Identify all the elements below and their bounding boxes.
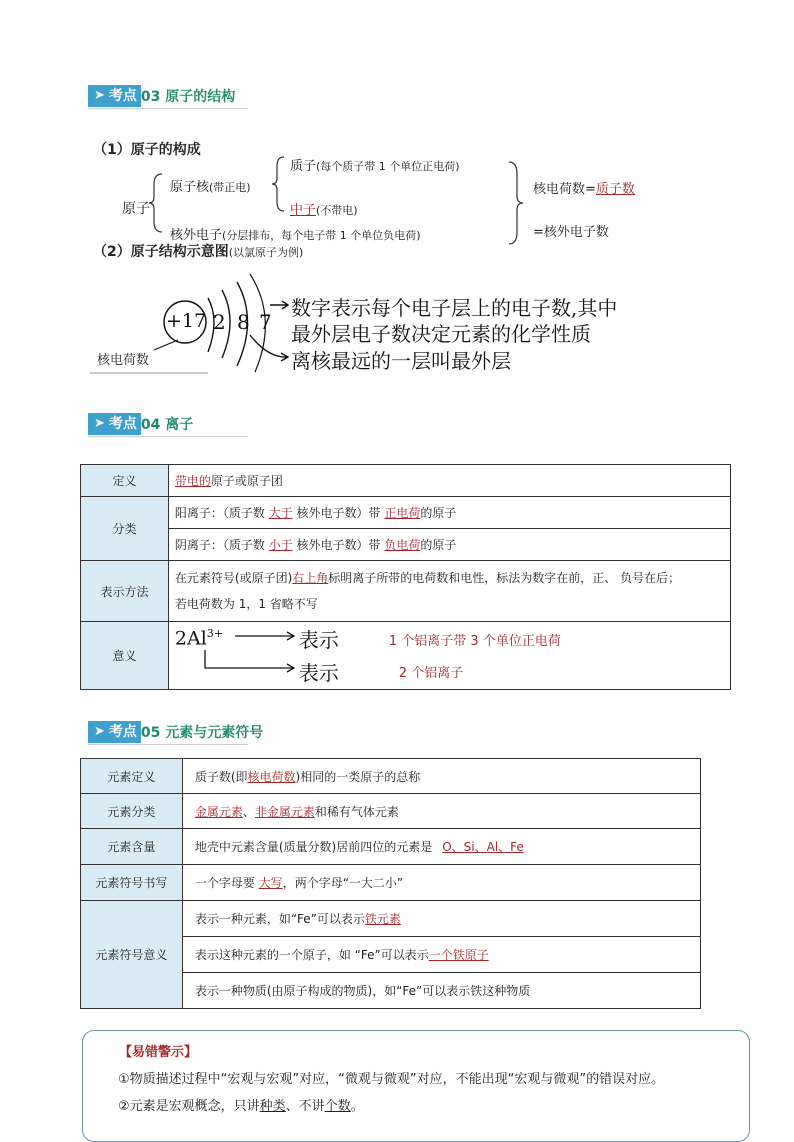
element-abundance-cell [182, 829, 700, 865]
neutron-item [290, 199, 358, 218]
row-header-notation: 表示方法 [81, 561, 169, 622]
section-title [141, 722, 263, 742]
element-definition-cell [182, 759, 700, 794]
divider [88, 436, 248, 437]
section-tag-label: 考点 [108, 88, 137, 104]
cell-text: 地壳中元素含量(质量分数)居前四位的元素是 [194, 840, 433, 854]
section-tag-label: 考点 [108, 416, 137, 432]
section-title [141, 86, 235, 106]
section-title [141, 414, 193, 434]
answer-text: 个数 [324, 1099, 351, 1114]
answer-text: 金属元素 [194, 804, 243, 819]
table-row [81, 561, 731, 622]
note-line-2: 最外层电子数决定元素的化学性质 [291, 322, 591, 346]
symbol-meaning-cell-2 [182, 937, 700, 973]
electron-note: (分层排布，每个电子带 1 个单位负电荷) [222, 229, 421, 242]
note-line-1: 数字表示每个电子层上的电子数,其中 [291, 296, 618, 320]
table-row [81, 622, 731, 690]
row-header-meaning: 意义 [81, 622, 169, 690]
atom-label: 原子 [122, 201, 150, 217]
answer-text: 右上角 [292, 571, 329, 585]
section-title-text: 元素与元素符号 [165, 725, 264, 741]
cell-text: 、不讲 [285, 1099, 325, 1114]
cell-text: 阴离子：（质子数 [174, 538, 269, 552]
definition-cell [168, 465, 730, 497]
answer-text: 大于 [268, 506, 293, 520]
cell-text: 的原子 [420, 506, 457, 520]
atom-diagram-heading-note: (以氯原子为例) [228, 246, 304, 259]
nuclear-charge: +17 [166, 310, 207, 332]
section-title-text: 原子的结构 [165, 89, 236, 105]
divider [88, 744, 248, 745]
answer-text: 核电荷数 [247, 769, 296, 784]
note-line-3: 离核最远的一层叫最外层 [291, 349, 511, 373]
meaning-2: 2 个铝离子 [398, 666, 464, 681]
section-04-heading [88, 413, 193, 435]
cell-text: )相同的一类原子的总称 [295, 769, 421, 784]
cation-cell [168, 497, 730, 529]
meaning-cell [168, 622, 730, 690]
warning-line-2 [118, 1095, 364, 1114]
answer-text: 带电的 [174, 474, 211, 488]
answer-text: 非金属元素 [254, 804, 315, 819]
section-tag-label: 考点 [108, 724, 137, 740]
equation-1 [533, 178, 635, 197]
cell-text: 核外电子数）带 [292, 538, 385, 552]
neutron-note: (不带电) [316, 204, 358, 217]
cell-text: 标明离子所带的电荷数和电性，标法为数字在前，正、 负号在后； [328, 571, 681, 585]
nucleus-label: 原子核 [170, 180, 210, 195]
answer-text: 铁元素 [364, 912, 401, 926]
annotation-arrows [240, 290, 290, 370]
equation-1-prefix: 核电荷数= [533, 182, 596, 197]
cell-text: 表示一种元素，如“Fe”可以表示 [194, 912, 365, 926]
anion-cell [168, 529, 730, 561]
shell-count-2: 8 [237, 310, 250, 334]
meaning-1: 1 个铝离子带 3 个单位正电荷 [388, 634, 561, 649]
row-header-symbol-writing: 元素符号书写 [81, 865, 183, 901]
row-header-classification: 分类 [81, 497, 169, 561]
section-tag [88, 413, 141, 435]
atom-composition-heading: （1）原子的构成 [93, 142, 201, 158]
cell-text: 、 [242, 804, 255, 819]
table-row [81, 759, 701, 794]
section-title-text: 离子 [165, 417, 194, 433]
cell-text: 。 [350, 1099, 364, 1114]
proton-label: 质子 [290, 159, 317, 174]
notation-cell [168, 561, 730, 622]
electron-label: 核外电子 [170, 228, 223, 243]
cell-text: 阳离子：（质子数 [174, 506, 269, 520]
proton-item [290, 155, 460, 174]
formula-charge: 3+ [206, 627, 223, 640]
row-header-symbol-meaning: 元素符号意义 [81, 901, 183, 1009]
cell-text: ②元素是宏观概念，只讲 [118, 1099, 260, 1114]
shell-count-1: 2 [213, 310, 226, 334]
nuclear-charge-label: 核电荷数 [97, 353, 150, 368]
row-header-element-classification: 元素分类 [81, 794, 183, 829]
cell-text: 的原子 [420, 538, 457, 552]
arrow-icon: ➤ [94, 724, 105, 739]
symbol-meaning-cell-1 [182, 901, 700, 937]
shows-label: 表示 [298, 661, 339, 685]
element-table [80, 758, 701, 1009]
ion-table [80, 464, 731, 690]
row-header-definition: 定义 [81, 465, 169, 497]
arrow-icon: ➤ [94, 88, 105, 103]
table-row [81, 829, 701, 865]
cell-text: 质子数(即 [194, 769, 248, 784]
cell-text: 一个字母要 [194, 876, 259, 890]
cell-text: 表示这种元素的一个原子，如 “Fe”可以表示 [194, 948, 429, 962]
section-tag [88, 721, 141, 743]
proton-note: (每个质子带 1 个单位正电荷) [316, 160, 460, 173]
table-row [81, 865, 701, 901]
table-row [81, 529, 731, 561]
nucleus-note: (带正电) [209, 181, 251, 194]
element-classification-cell [182, 794, 700, 829]
equation-1-answer: 质子数 [595, 182, 635, 197]
answer-text: 小于 [268, 538, 293, 552]
atom-diagram-heading-text: （2）原子结构示意图 [93, 244, 229, 260]
warning-line-1: ①物质描述过程中“宏观与宏观”对应，“微观与微观”对应，不能出现“宏观与微观”的错误对应。 [118, 1072, 665, 1087]
formula-text: 2Al [174, 627, 207, 650]
table-row [81, 465, 731, 497]
answer-text: 一个铁原子 [428, 948, 489, 962]
table-row [81, 901, 701, 937]
cell-text: 和稀有气体元素 [314, 804, 399, 819]
table-row [81, 497, 731, 529]
section-number: 05 [140, 725, 161, 741]
atom-diagram-heading [93, 241, 303, 261]
section-tag [88, 85, 141, 107]
answer-text: 种类 [259, 1099, 286, 1114]
nucleus-item [170, 176, 251, 195]
answer-text: 负电荷 [384, 538, 421, 552]
brace-icon [148, 172, 168, 234]
section-number: 03 [140, 89, 161, 105]
cell-text: 若电荷数为 1，1 省略不写 [174, 597, 318, 611]
row-header-element-definition: 元素定义 [81, 759, 183, 794]
cell-text: 在元素符号(或原子团) [174, 571, 293, 585]
section-number: 04 [140, 417, 161, 433]
shell-count-3: 7 [259, 310, 272, 334]
symbol-writing-cell [182, 865, 700, 901]
warning-title: 【易错警示】 [119, 1045, 198, 1060]
brace-icon [270, 155, 288, 213]
section-05-heading [88, 721, 263, 743]
answer-text: 大写 [258, 876, 283, 890]
cell-text: 原子或原子团 [210, 474, 283, 488]
symbol-meaning-cell-3: 表示一种物质(由原子构成的物质)，如“Fe”可以表示铁这种物质 [182, 973, 700, 1009]
divider [88, 108, 248, 109]
shows-label: 表示 [298, 628, 339, 652]
cell-text: ，两个字母“一大二小” [282, 876, 404, 890]
row-header-element-abundance: 元素含量 [81, 829, 183, 865]
arrow-icon: ➤ [94, 416, 105, 431]
neutron-label: 中子 [290, 203, 317, 218]
answer-text: 正电荷 [384, 506, 421, 520]
section-03-heading [88, 85, 235, 107]
answer-text: O、Si、Al、Fe [442, 840, 524, 854]
meaning-arrows [169, 622, 309, 689]
brace-right-icon [506, 160, 526, 246]
table-row [81, 794, 701, 829]
cell-text: 核外电子数）带 [292, 506, 385, 520]
equation-2: =核外电子数 [533, 225, 609, 240]
